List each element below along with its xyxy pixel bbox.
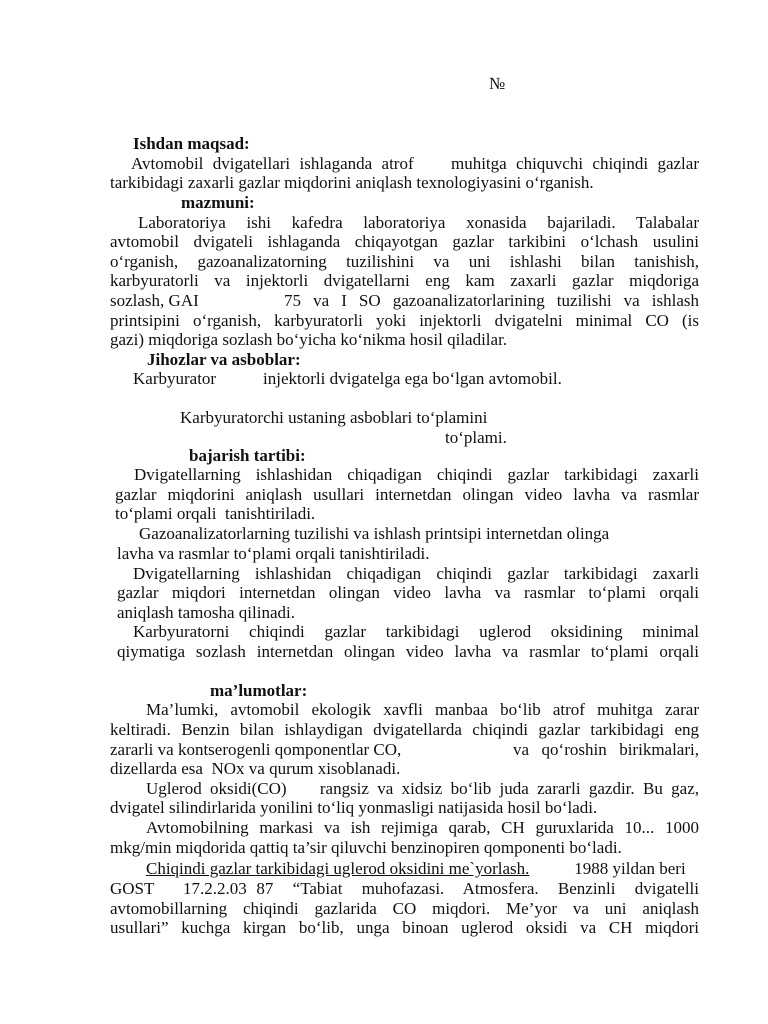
info-line-11: avtomobillarning chiqindi gazlarida CO miqdori. Me’yor va uni aniqlash bbox=[110, 899, 699, 918]
content-heading: mazmuni: bbox=[181, 193, 255, 212]
content-line-2: avtomobil dvigateli ishlaganda chiqayotgan gazlar tarkibini o‘lchash usulini bbox=[110, 232, 699, 251]
info-line-2: keltiradi. Benzin bilan ishlaydigan dvigatellarda chiqindi gazlar tarkibidagi eng bbox=[110, 720, 699, 739]
info-line-3a: zararli va kontserogenli qomponentlar CO, bbox=[110, 740, 402, 759]
info-line-6: dvigatel silindirlarida yonilini to‘liq yonmasligi natijasida hosil bo‘ladi. bbox=[110, 798, 598, 817]
content-line-6: printsipini o‘rganish, karbyuratorli yoki injektorli dvigatelni minimal CO (is bbox=[110, 311, 699, 330]
info-line-9-underlined: Chiqindi gazlar tarkibidagi uglerod oksidini me`yorlash. bbox=[146, 859, 530, 878]
equipment-heading: Jihozlar va asboblar: bbox=[147, 350, 301, 369]
aim-line-1: Avtomobil dvigatellari ishlaganda atrof muhitga chiquvchi chiqindi gazlar bbox=[131, 154, 699, 173]
info-line-12: usullari” kuchga kirgan bo‘lib, unga binoan uglerod oksidi va CH miqdori bbox=[110, 918, 699, 937]
procedure-line-4: Gazoanalizatorlarning tuzilishi va ishlash printsipi internetdan olinga bbox=[139, 524, 610, 543]
info-line-9-rest: 1988 yildan beri bbox=[570, 859, 686, 878]
info-line-5: Uglerod oksidi(CO) rangsiz va xidsiz bo‘lib juda zararli gazdir. Bu gaz, bbox=[146, 779, 699, 798]
aim-line-2: tarkibidagi zaxarli gazlar miqdorini aniqlash texnologiyasini o‘rganish. bbox=[110, 173, 594, 192]
equipment-line-2: Karbyuratorchi ustaning asboblari to‘plamini bbox=[180, 408, 488, 427]
procedure-line-8: aniqlash tamosha qilinadi. bbox=[117, 603, 295, 622]
content-line-1: Laboratoriya ishi kafedra laboratoriya xonasida bajariladi. Talabalar bbox=[138, 213, 699, 232]
procedure-line-1: Dvigatellarning ishlashidan chiqadigan chiqindi gazlar tarkibidagi zaxarli bbox=[134, 465, 699, 484]
info-line-4: dizellarda esa NOx va qurum xisoblanadi. bbox=[110, 759, 401, 778]
content-line-5b: 75 va I SO gazoanalizatorlarining tuzilishi va ishlash bbox=[284, 291, 699, 310]
info-line-8: mkg/min miqdorida qattiq ta’sir qiluvchi benzinopiren qomponenti bo‘ladi. bbox=[110, 838, 622, 857]
procedure-line-5: lavha va rasmlar to‘plami orqali tanishtiriladi. bbox=[117, 544, 430, 563]
aim-heading: Ishdan maqsad: bbox=[133, 134, 250, 153]
info-line-7: Avtomobilning markasi va ish rejimiga qarab, CH guruxlarida 10... 1000 bbox=[146, 818, 699, 837]
procedure-line-7: gazlar miqdori internetdan olingan video lavha va rasmlar to‘plami orqali bbox=[117, 583, 699, 602]
info-heading: ma’lumotlar: bbox=[210, 681, 308, 700]
procedure-line-10: qiymatiga sozlash internetdan olingan video lavha va rasmlar to‘plami orqali bbox=[117, 642, 699, 661]
equipment-line-1b: injektorli dvigatelga ega bo‘lgan avtomobil. bbox=[263, 369, 562, 388]
procedure-line-2: gazlar miqdorini aniqlash usullari internetdan olingan video lavha va rasmlar bbox=[115, 485, 699, 504]
number-sign: № bbox=[489, 74, 506, 93]
info-line-1: Ma’lumki, avtomobil ekologik xavfli manbaa bo‘lib atrof muhitga zarar bbox=[146, 700, 699, 719]
procedure-heading: bajarish tartibi: bbox=[189, 446, 306, 465]
procedure-line-9: Karbyuratorni chiqindi gazlar tarkibidagi uglerod oksidining minimal bbox=[133, 622, 699, 641]
content-line-5a: sozlash, GAI bbox=[110, 291, 199, 310]
content-line-7: gazi) miqdoriga sozlash bo‘yicha ko‘nikma hosil qiladilar. bbox=[110, 330, 508, 349]
info-line-3b: va qo‘roshin birikmalari, bbox=[513, 740, 699, 759]
info-line-10: GOST 17.2.2.03 87 “Tabiat muhofazasi. Atmosfera. Benzinli dvigatelli bbox=[110, 879, 699, 898]
procedure-line-3: to‘plami orqali tanishtiriladi. bbox=[115, 504, 316, 523]
content-line-3: o‘rganish, gazoanalizatorning tuzilishini va uni ishlashi bilan tanishish, bbox=[110, 252, 699, 271]
procedure-line-6: Dvigatellarning ishlashidan chiqadigan chiqindi gazlar tarkibidagi zaxarli bbox=[133, 564, 699, 583]
equipment-line-3: to‘plami. bbox=[445, 428, 507, 447]
content-line-4: karbyuratorli va injektorli dvigatellarni eng kam zaxarli gazlar miqdoriga bbox=[110, 271, 699, 290]
equipment-line-1a: Karbyurator bbox=[133, 369, 217, 388]
